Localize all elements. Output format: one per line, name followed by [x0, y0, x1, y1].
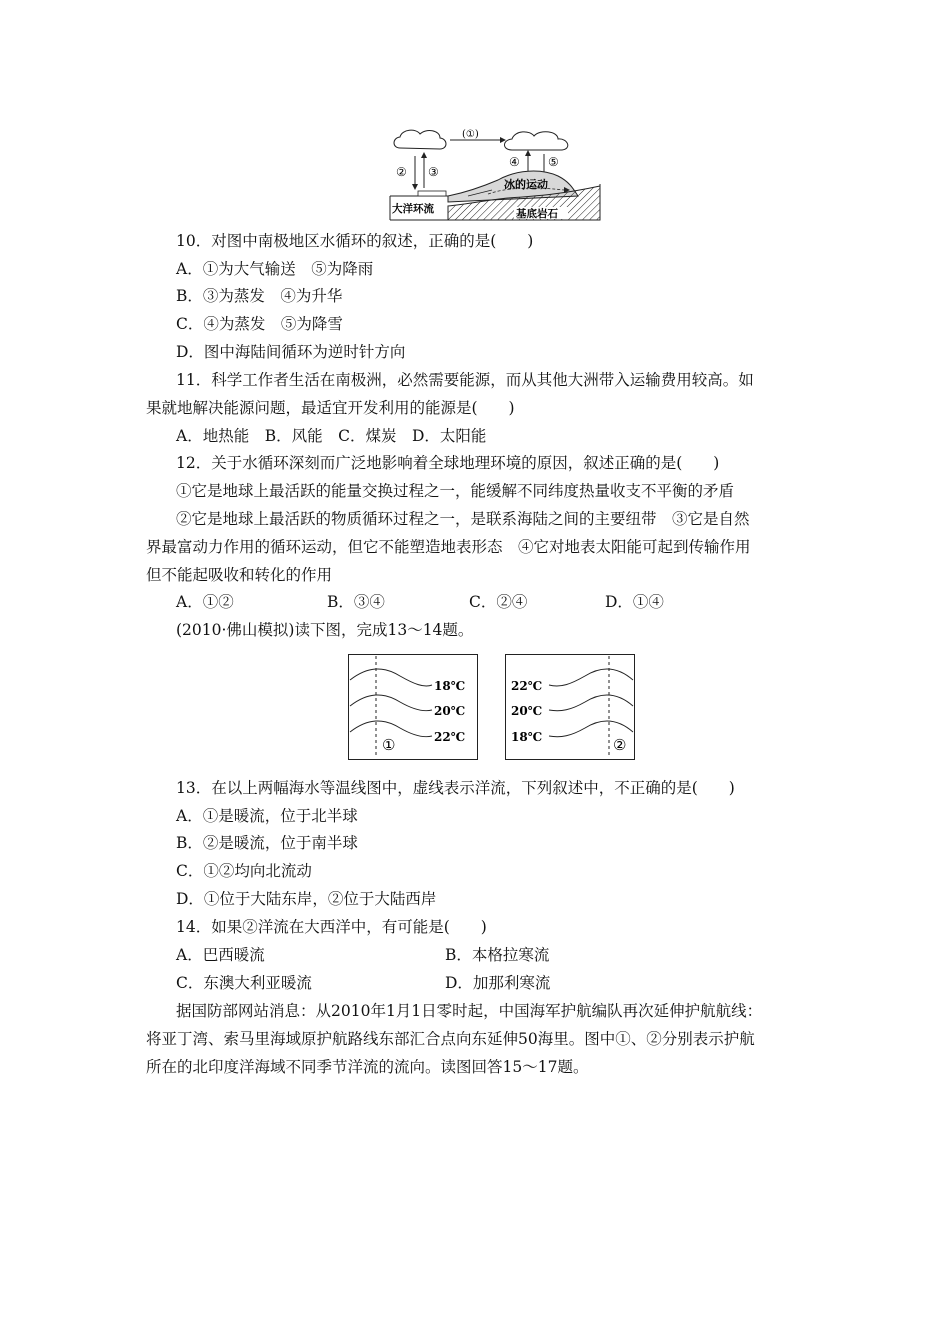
q10-option-d: D．图中海陆间循环为逆时针方向 [176, 343, 406, 361]
q12-stem: 12．关于水循环深刻而广泛地影响着全球地理环境的原因，叙述正确的是( ) [176, 454, 720, 472]
q12-line2: ②它是地球上最活跃的物质循环过程之一，是联系海陆之间的主要纽带 ③它是自然 [176, 510, 750, 528]
q14-stem: 14．如果②洋流在大西洋中，有可能是( ) [176, 918, 487, 936]
label-bedrock: 基底岩石 [516, 208, 558, 220]
label-current: 大洋环流 [392, 203, 434, 215]
water-cycle-diagram [388, 124, 604, 222]
q13-stem: 13．在以上两幅海水等温线图中，虚线表示洋流，下列叙述中，不正确的是( ) [176, 779, 735, 797]
left-current-mark: ① [382, 736, 396, 754]
q10-option-c: C．④为蒸发 ⑤为降雪 [176, 315, 343, 333]
q12-line1: ①它是地球上最活跃的能量交换过程之一，能缓解不同纬度热量收支不平衡的矛盾 [176, 482, 735, 500]
left-isotherm-2: 20℃ [434, 704, 466, 718]
passage-line1: 据国防部网站消息：从2010年1月1日零时起，中国海军护航编队再次延伸护航航线： [176, 1002, 763, 1020]
q10-option-b: B．③为蒸发 ④为升华 [176, 287, 343, 305]
q11-stem-line1: 11．科学工作者生活在南极洲，必然需要能源，而从其他大洲带入运输费用较高。如 [176, 371, 754, 389]
label-3: ③ [428, 165, 439, 179]
q13-option-c: C．①②均向北流动 [176, 862, 312, 880]
q14-option-d: D．加那利寒流 [445, 974, 551, 992]
label-1: (①) [462, 129, 479, 140]
q12-option-a: A．①② [176, 593, 234, 611]
left-isotherm-1: 18℃ [434, 679, 466, 693]
q10-option-a: A．①为大气输送 ⑤为降雨 [176, 260, 374, 278]
intro-13-14: (2010·佛山模拟)读下图，完成13～14题。 [176, 621, 474, 639]
label-ice: 冰的运动 [504, 178, 548, 191]
q13-option-b: B．②是暖流，位于南半球 [176, 834, 358, 852]
q12-line4: 但不能起吸收和转化的作用 [146, 566, 333, 584]
q14-option-a: A．巴西暖流 [176, 946, 265, 964]
right-isotherm-1: 22℃ [511, 679, 543, 693]
label-5: ⑤ [548, 155, 559, 169]
cloud-right-icon [505, 132, 568, 150]
q13-option-a: A．①是暖流，位于北半球 [176, 807, 358, 825]
q12-option-c: C．②④ [469, 593, 528, 611]
passage-line3: 所在的北印度洋海域不同季节洋流的流向。读图回答15～17题。 [146, 1058, 589, 1076]
q12-option-d: D．①④ [605, 593, 664, 611]
q14-option-c: C．东澳大利亚暖流 [176, 974, 312, 992]
q11-options: A．地热能 B．风能 C．煤炭 D．太阳能 [176, 427, 487, 445]
q14-option-b: B．本格拉寒流 [445, 946, 550, 964]
passage-line2: 将亚丁湾、索马里海域原护航路线东部汇合点向东延伸50海里。图中①、②分别表示护航 [146, 1030, 755, 1048]
label-4: ④ [509, 155, 520, 169]
q12-option-b: B．③④ [327, 593, 385, 611]
q11-stem-line2: 果就地解决能源问题，最适宜开发利用的能源是( ) [146, 399, 515, 417]
q12-line3: 界最富动力作用的循环运动，但它不能塑造地表形态 ④它对地表太阳能可起到传输作用 [146, 538, 751, 556]
q13-option-d: D．①位于大陆东岸，②位于大陆西岸 [176, 890, 437, 908]
right-current-mark: ② [613, 736, 627, 754]
cloud-left-icon [394, 130, 446, 149]
isotherm-map-left [348, 654, 478, 760]
left-isotherm-3: 22℃ [434, 730, 466, 744]
right-isotherm-2: 20℃ [511, 704, 543, 718]
label-2: ② [396, 165, 407, 179]
isotherm-map-right [505, 654, 635, 760]
q10-stem: 10．对图中南极地区水循环的叙述，正确的是( ) [176, 232, 534, 250]
right-isotherm-3: 18℃ [511, 730, 543, 744]
